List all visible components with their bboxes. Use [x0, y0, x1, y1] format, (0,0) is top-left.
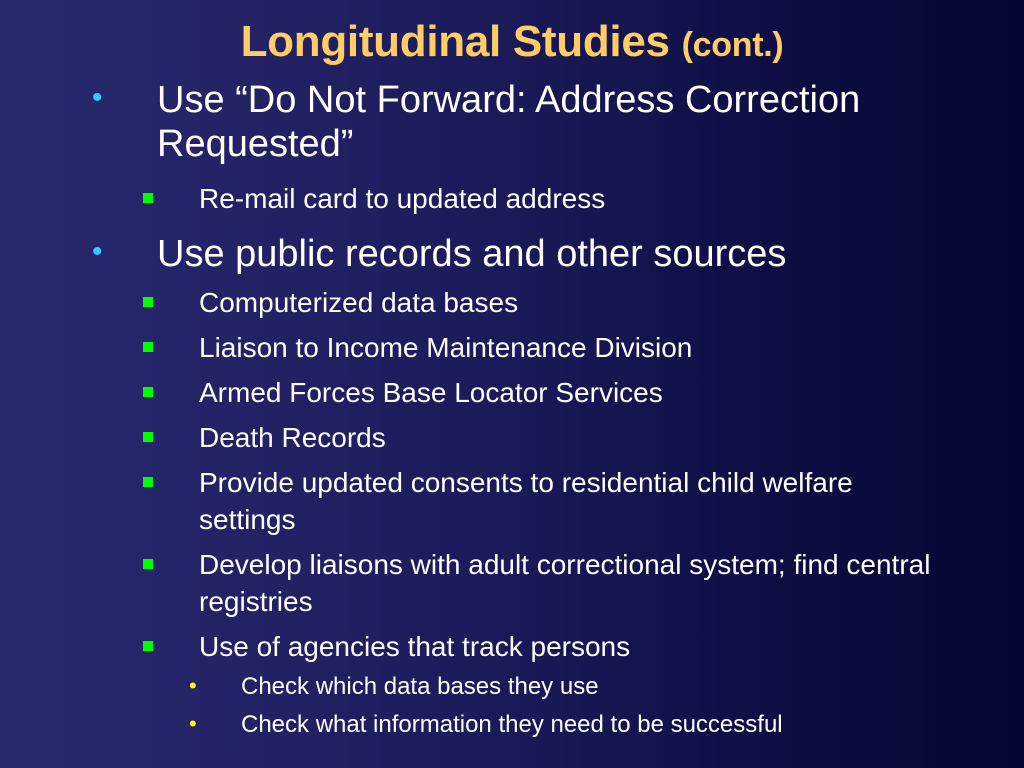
square-bullet-icon [143, 193, 153, 203]
bullet-level3: Check which data bases they use [241, 673, 599, 700]
bullet-level2: Death Records [199, 422, 386, 453]
square-bullet-icon [143, 432, 153, 442]
square-bullet-icon [143, 387, 153, 397]
bullet-level2: Computerized data bases [199, 287, 519, 318]
round-bullet-icon: • [92, 81, 103, 114]
square-bullet-icon [143, 641, 153, 651]
bullet-level1: Use public records and other sources [157, 233, 787, 275]
round-bullet-small-icon: • [189, 711, 197, 736]
square-bullet-icon [143, 477, 153, 487]
square-bullet-icon [143, 297, 153, 307]
bullet-level2: Develop liaisons with adult correctional system; find central registries [199, 549, 931, 617]
slide-title-suffix: (cont.) [681, 26, 784, 64]
slide-title-main: Longitudinal Studies [240, 17, 670, 66]
bullet-level2: Armed Forces Base Locator Services [199, 377, 663, 408]
slide-title [0, 15, 1024, 72]
bullet-level2: Use of agencies that track persons [199, 631, 631, 662]
bullet-level3: Check what information they need to be successful [241, 711, 783, 738]
bullet-level1: Use “Do Not Forward: Address Correction Requested” [157, 79, 861, 165]
round-bullet-small-icon: • [189, 673, 197, 698]
square-bullet-icon [143, 342, 153, 352]
bullet-level2: Liaison to Income Maintenance Division [199, 332, 693, 363]
square-bullet-icon [143, 559, 153, 569]
round-bullet-icon: • [92, 235, 103, 268]
bullet-level2: Re-mail card to updated address [199, 183, 606, 214]
bullet-level2: Provide updated consents to residential child welfare settings [199, 467, 853, 535]
